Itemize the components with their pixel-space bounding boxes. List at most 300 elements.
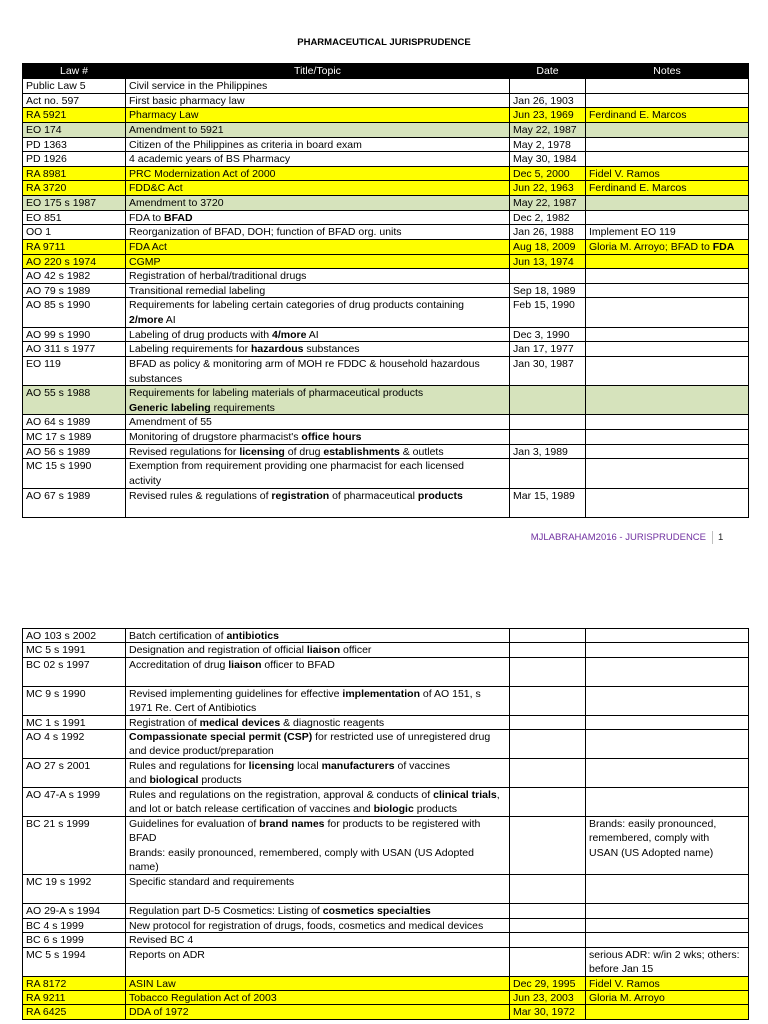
topic-text: local [294, 760, 322, 772]
law-number-text: AO 56 s 1989 [26, 446, 91, 458]
title-topic-cell [126, 730, 510, 759]
law-number-cell [23, 933, 126, 948]
law-row [23, 152, 749, 167]
topic-text: substances [129, 372, 183, 385]
law-row [23, 904, 749, 919]
notes-cell [586, 459, 749, 489]
notes-line [589, 181, 745, 196]
date-text: Dec 2, 1982 [513, 212, 570, 224]
law-number-cell [23, 716, 126, 730]
topic-line [129, 489, 506, 504]
notes-line [589, 962, 745, 976]
law-number-text: MC 5 s 1991 [26, 644, 86, 656]
date-cell [510, 759, 586, 788]
law-row [23, 284, 749, 298]
law-row [23, 730, 749, 759]
topic-text: products [413, 803, 458, 816]
law-row [23, 948, 749, 977]
notes-cell [586, 181, 749, 196]
notes-cell [586, 687, 749, 716]
notes-cell [586, 123, 749, 138]
notes-cell [586, 430, 749, 445]
title-topic-cell [126, 904, 510, 919]
topic-line [129, 108, 506, 123]
date-cell [510, 977, 586, 991]
law-row [23, 919, 749, 933]
topic-text: Revised regulations for [129, 446, 240, 458]
notes-line [589, 167, 745, 181]
topic-text: Designation and registration of official [129, 644, 307, 656]
topic-line [129, 94, 506, 108]
title-topic-cell [126, 445, 510, 459]
date-cell [510, 342, 586, 357]
topic-text: Labeling of drug products with [129, 329, 273, 341]
notes-line [589, 225, 745, 240]
topic-line [129, 875, 506, 889]
law-number-cell [23, 269, 126, 284]
notes-cell [586, 240, 749, 255]
law-number-cell [23, 108, 126, 123]
title-topic-cell [126, 328, 510, 342]
topic-line [129, 773, 506, 787]
law-row [23, 79, 749, 94]
topic-text: name) [129, 861, 159, 874]
title-topic-cell [126, 643, 510, 658]
notes-cell [586, 1005, 749, 1020]
date-cell [510, 445, 586, 459]
topic-line [129, 991, 506, 1005]
law-number-text: MC 17 s 1989 [26, 431, 92, 443]
topic-text: of AO 151, s [420, 688, 481, 700]
topic-line [129, 919, 506, 933]
date-cell [510, 225, 586, 240]
notes-cell [586, 269, 749, 284]
topic-line [129, 284, 506, 298]
title-topic-cell [126, 788, 510, 817]
date-cell [510, 1005, 586, 1020]
date-text: May 22, 1987 [513, 197, 577, 209]
topic-text: Reports on ADR [129, 949, 205, 961]
topic-line [129, 904, 506, 918]
notes-line [589, 948, 745, 962]
topic-text: Citizen of the Philippines as criteria in board exam [129, 139, 362, 151]
notes-cell [586, 211, 749, 225]
law-number-text: MC 1 s 1991 [26, 717, 86, 729]
topic-line [129, 977, 506, 991]
notes-cell [586, 817, 749, 875]
date-cell [510, 328, 586, 342]
law-number-text: RA 9211 [26, 992, 66, 1004]
law-number-cell [23, 328, 126, 342]
notes-cell [586, 255, 749, 269]
law-number-text: AO 47-A s 1999 [26, 789, 101, 801]
topic-text: activity [129, 474, 162, 487]
date-cell [510, 904, 586, 919]
date-text: Jan 26, 1988 [513, 226, 574, 238]
topic-text: Rules and regulations for [129, 760, 249, 772]
notes-text: serious ADR: w/in 2 wks; others: [589, 949, 740, 961]
law-row [23, 240, 749, 255]
law-number-cell [23, 759, 126, 788]
topic-line [129, 152, 506, 167]
notes-text: before Jan 15 [589, 963, 654, 976]
topic-line [129, 342, 506, 357]
title-topic-cell [126, 181, 510, 196]
date-cell [510, 687, 586, 716]
title-topic-cell [126, 108, 510, 123]
law-number-cell [23, 904, 126, 919]
law-row [23, 196, 749, 211]
law-row [23, 991, 749, 1005]
topic-text: Pharmacy Law [129, 109, 199, 121]
topic-text: 4 academic years of BS Pharmacy [129, 153, 291, 165]
topic-text: Requirements for labeling certain categories of drug products containing [129, 299, 465, 311]
topic-line [129, 211, 506, 225]
date-text: Sep 18, 1989 [513, 285, 576, 297]
topic-line [129, 328, 506, 342]
topic-bold-text: establishments [323, 446, 400, 458]
date-cell [510, 788, 586, 817]
law-row [23, 759, 749, 788]
law-row [23, 181, 749, 196]
topic-bold-text: hazardous [251, 343, 304, 355]
topic-line [129, 802, 506, 816]
notes-line [589, 240, 745, 255]
topic-text: , [496, 789, 500, 801]
topic-text: FDA to [129, 212, 165, 224]
topic-text: Amendment to 3720 [129, 197, 224, 209]
topic-text: BFAD [129, 832, 157, 845]
topic-text: of drug [284, 446, 324, 458]
title-topic-cell [126, 919, 510, 933]
law-row [23, 430, 749, 445]
date-cell [510, 658, 586, 687]
date-cell [510, 357, 586, 386]
law-row [23, 138, 749, 152]
date-cell [510, 386, 586, 415]
notes-cell [586, 730, 749, 759]
date-text: Jan 17, 1977 [513, 343, 574, 355]
law-number-text: BC 02 s 1997 [26, 659, 90, 671]
topic-bold-text: cosmetics specialties [322, 905, 431, 917]
date-text: Dec 3, 1990 [513, 329, 570, 341]
date-cell [510, 716, 586, 730]
law-number-text: PD 1363 [26, 139, 67, 151]
law-number-cell [23, 298, 126, 328]
law-row [23, 977, 749, 991]
topic-bold-text: licensing [248, 760, 295, 772]
column-header-notes: Notes [586, 64, 749, 79]
title-topic-cell [126, 196, 510, 211]
topic-line [129, 831, 506, 845]
law-number-cell [23, 788, 126, 817]
notes-text: Brands: easily pronounced, [589, 818, 717, 830]
date-cell [510, 430, 586, 445]
date-cell [510, 79, 586, 94]
notes-cell [586, 284, 749, 298]
topic-text: products [198, 774, 242, 787]
notes-cell [586, 79, 749, 94]
law-number-text: RA 9711 [26, 241, 66, 253]
date-text: Jan 30, 1987 [513, 358, 574, 370]
topic-line [129, 445, 506, 459]
title-topic-cell [126, 875, 510, 904]
page-number: 1 [718, 532, 724, 543]
notes-text: Gloria M. Arroyo; BFAD to [589, 241, 713, 253]
topic-bold-text: implementation [342, 688, 421, 700]
notes-bold-text: FDA [712, 241, 735, 253]
date-cell [510, 629, 586, 643]
notes-line [589, 817, 745, 831]
notes-cell [586, 948, 749, 977]
date-cell [510, 933, 586, 948]
topic-text: FDD&C Act [129, 182, 183, 194]
date-cell [510, 489, 586, 518]
law-row [23, 342, 749, 357]
law-number-text: Act no. 597 [26, 95, 80, 107]
law-number-cell [23, 79, 126, 94]
law-number-cell [23, 687, 126, 716]
topic-text: & diagnostic reagents [280, 717, 385, 729]
topic-text: & outlets [399, 446, 444, 458]
topic-line [129, 846, 506, 860]
date-cell [510, 255, 586, 269]
date-cell [510, 196, 586, 211]
law-number-cell [23, 445, 126, 459]
date-text: Feb 15, 1990 [513, 299, 575, 311]
law-number-text: RA 8172 [26, 978, 67, 990]
notes-cell [586, 328, 749, 342]
law-number-text: AO 79 s 1989 [26, 285, 91, 297]
law-number-cell [23, 138, 126, 152]
topic-bold-text: office hours [301, 431, 362, 443]
law-number-text: RA 8981 [26, 168, 67, 180]
title-topic-cell [126, 225, 510, 240]
law-number-text: RA 3720 [26, 182, 67, 194]
law-number-text: AO 27 s 2001 [26, 760, 91, 772]
notes-line [589, 108, 745, 123]
topic-line [129, 415, 506, 430]
law-row [23, 716, 749, 730]
topic-line [129, 629, 506, 643]
topic-text: officer to BFAD [261, 659, 335, 671]
topic-bold-text: clinical trials [433, 789, 497, 801]
topic-text: Amendment of 55 [129, 416, 212, 428]
law-number-text: BC 21 s 1999 [26, 818, 90, 830]
date-text: Jun 22, 1963 [513, 182, 574, 194]
law-number-text: RA 5921 [26, 109, 67, 121]
law-row [23, 643, 749, 658]
topic-text: of pharmaceutical [329, 490, 418, 502]
topic-bold-text: Generic labeling [129, 401, 211, 414]
law-number-cell [23, 948, 126, 977]
date-text: Jun 23, 2003 [513, 992, 574, 1004]
topic-text: Regulation part D-5 Cosmetics: Listing of [129, 905, 323, 917]
topic-text: Transitional remedial labeling [129, 285, 266, 297]
laws-table-page-2 [22, 628, 749, 1020]
notes-text: Gloria M. Arroyo [589, 992, 665, 1004]
topic-text: of vaccines [394, 760, 451, 772]
title-topic-cell [126, 459, 510, 489]
law-number-cell [23, 817, 126, 875]
law-row [23, 788, 749, 817]
topic-line [129, 401, 506, 415]
law-row [23, 875, 749, 904]
topic-text: Revised implementing guidelines for effective [129, 688, 343, 700]
date-cell [510, 991, 586, 1005]
title-topic-cell [126, 167, 510, 181]
date-cell [510, 919, 586, 933]
law-number-text: Public Law 5 [26, 80, 86, 92]
topic-text: substances [303, 343, 360, 355]
notes-text: Fidel V. Ramos [589, 978, 660, 990]
laws-table-page-1 [22, 63, 749, 518]
date-cell [510, 211, 586, 225]
law-row [23, 489, 749, 518]
notes-cell [586, 225, 749, 240]
topic-text: Civil service in the Philippines [129, 80, 268, 92]
date-cell [510, 415, 586, 430]
topic-bold-text: 2/more [129, 313, 164, 326]
topic-line [129, 759, 506, 773]
law-number-text: AO 42 s 1982 [26, 270, 91, 282]
notes-cell [586, 991, 749, 1005]
title-topic-cell [126, 138, 510, 152]
topic-line [129, 643, 506, 657]
topic-text: AI [306, 329, 319, 341]
law-row [23, 255, 749, 269]
title-topic-cell [126, 489, 510, 518]
law-number-cell [23, 459, 126, 489]
law-number-cell [23, 167, 126, 181]
title-topic-cell [126, 759, 510, 788]
topic-bold-text: BFAD [164, 212, 193, 224]
title-topic-cell [126, 152, 510, 167]
law-number-cell [23, 123, 126, 138]
law-number-cell [23, 658, 126, 687]
column-header-title-topic: Title/Topic [126, 64, 510, 79]
law-row [23, 658, 749, 687]
topic-text: for restricted use of unregistered drug [312, 731, 491, 743]
notes-cell [586, 875, 749, 904]
date-text: Mar 15, 1989 [513, 490, 575, 502]
notes-line [589, 846, 745, 860]
notes-text: Ferdinand E. Marcos [589, 109, 687, 121]
law-number-cell [23, 357, 126, 386]
law-number-cell [23, 1005, 126, 1020]
date-text: Mar 30, 1972 [513, 1006, 575, 1018]
topic-text: Registration of [129, 717, 200, 729]
law-row [23, 225, 749, 240]
topic-line [129, 474, 506, 489]
notes-cell [586, 759, 749, 788]
topic-text: Requirements for labeling materials of pharmaceutical products [129, 387, 424, 399]
law-row [23, 687, 749, 716]
topic-text: requirements [210, 401, 275, 414]
date-text: Jun 13, 1974 [513, 256, 574, 268]
notes-cell [586, 658, 749, 687]
title-topic-cell [126, 386, 510, 415]
topic-text: and device product/preparation [129, 745, 274, 758]
law-number-cell [23, 430, 126, 445]
law-number-cell [23, 977, 126, 991]
title-topic-cell [126, 240, 510, 255]
date-cell [510, 269, 586, 284]
law-number-text: MC 5 s 1994 [26, 949, 86, 961]
law-number-text: EO 119 [26, 358, 61, 370]
topic-text: Brands: easily pronounced, remembered, comply with USAN (US Adopted [129, 846, 474, 859]
date-text: Dec 5, 2000 [513, 168, 570, 180]
date-text: Dec 29, 1995 [513, 978, 576, 990]
notes-cell [586, 629, 749, 643]
law-number-cell [23, 991, 126, 1005]
date-cell [510, 108, 586, 123]
title-topic-cell [126, 357, 510, 386]
law-number-text: BC 4 s 1999 [26, 920, 84, 932]
topic-line [129, 225, 506, 240]
topic-bold-text: registration [271, 490, 330, 502]
topic-line [129, 730, 506, 744]
date-text: May 30, 1984 [513, 153, 577, 165]
title-topic-cell [126, 991, 510, 1005]
topic-line [129, 372, 506, 386]
law-number-text: EO 174 [26, 124, 62, 136]
law-number-cell [23, 342, 126, 357]
topic-bold-text: Compassionate special permit (CSP) [129, 731, 313, 743]
topic-line [129, 687, 506, 701]
law-number-cell [23, 211, 126, 225]
law-row [23, 298, 749, 328]
date-cell [510, 240, 586, 255]
topic-bold-text: liaison [228, 659, 262, 671]
topic-text: New protocol for registration of drugs, foods, cosmetics and medical devices [129, 920, 484, 932]
title-topic-cell [126, 658, 510, 687]
title-topic-cell [126, 948, 510, 977]
topic-text: CGMP [129, 256, 161, 268]
law-row [23, 817, 749, 875]
law-row [23, 94, 749, 108]
date-cell [510, 94, 586, 108]
law-number-text: OO 1 [26, 226, 52, 238]
law-number-cell [23, 629, 126, 643]
topic-line [129, 948, 506, 962]
topic-line [129, 860, 506, 874]
title-topic-cell [126, 716, 510, 730]
notes-cell [586, 138, 749, 152]
title-topic-cell [126, 123, 510, 138]
notes-cell [586, 415, 749, 430]
law-number-text: AO 311 s 1977 [26, 343, 96, 355]
law-number-cell [23, 94, 126, 108]
notes-cell [586, 94, 749, 108]
topic-line [129, 933, 506, 947]
notes-text: USAN (US Adopted name) [589, 846, 714, 859]
law-number-cell [23, 415, 126, 430]
topic-text: DDA of 1972 [129, 1006, 189, 1018]
topic-line [129, 1005, 506, 1019]
topic-line [129, 430, 506, 445]
topic-bold-text: products [417, 490, 463, 502]
topic-bold-text: 4/more [272, 329, 307, 341]
topic-text: Accreditation of drug [129, 659, 229, 671]
law-row [23, 386, 749, 415]
date-cell [510, 123, 586, 138]
law-number-text: BC 6 s 1999 [26, 934, 84, 946]
law-number-cell [23, 489, 126, 518]
law-number-text: PD 1926 [26, 153, 67, 165]
notes-cell [586, 445, 749, 459]
title-topic-cell [126, 415, 510, 430]
